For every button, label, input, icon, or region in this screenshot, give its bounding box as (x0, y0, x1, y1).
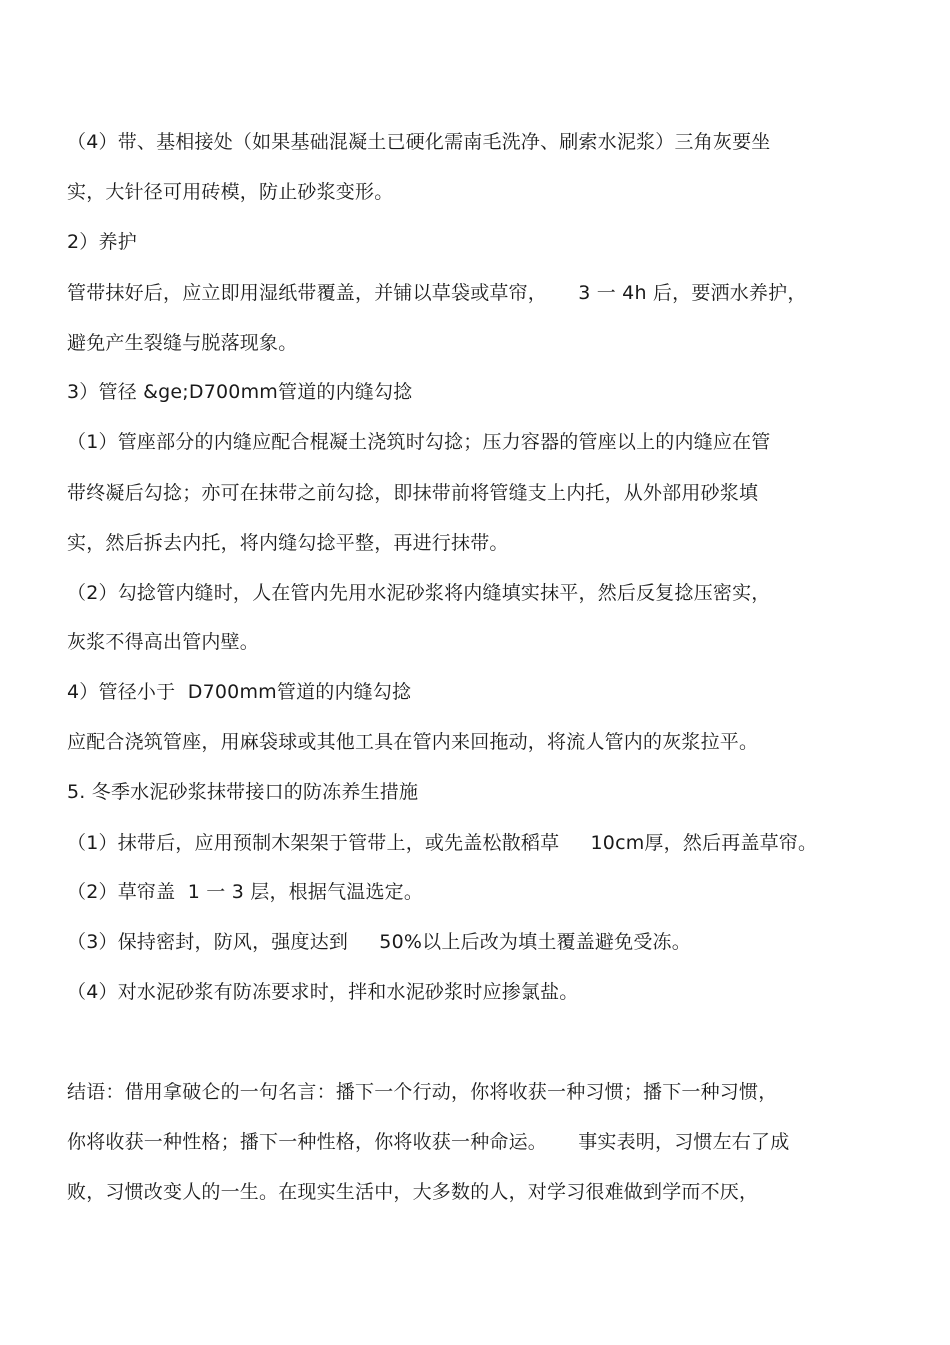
section-heading: 3）管径 &ge;D700mm管道的内缝勾捻 (67, 381, 413, 403)
section-heading: 2）养护 (67, 231, 137, 253)
paragraph-line: （2）草帘盖 1 一 3 层，根据气温选定。 (67, 881, 424, 903)
paragraph-line: （1）管座部分的内缝应配合棍凝土浇筑时勾捻；压力容器的管座以上的内缝应在管 (67, 431, 771, 453)
paragraph-line: 实，然后拆去内托，将内缝勾捻平整，再进行抹带。 (67, 532, 509, 554)
paragraph-line: （1）抹带后，应用预制木架架于管带上，或先盖松散稻草 10cm厚，然后再盖草帘。 (67, 832, 818, 854)
paragraph-line: 带终凝后勾捻；亦可在抹带之前勾捻，即抹带前将管缝支上内托，从外部用砂浆填 (67, 482, 759, 504)
conclusion-line: 结语：借用拿破仑的一句名言：播下一个行动，你将收获一种习惯；播下一种习惯， (67, 1081, 778, 1103)
paragraph-line: （2）勾捻管内缝时，人在管内先用水泥砂浆将内缝填实抹平，然后反复捻压密实， (67, 582, 771, 604)
paragraph-line: 实，大针径可用砖模，防止砂浆变形。 (67, 181, 394, 203)
paragraph-line: 应配合浇筑管座，用麻袋球或其他工具在管内来回拖动，将流人管内的灰浆拉平。 (67, 731, 759, 753)
paragraph-line: 避免产生裂缝与脱落现象。 (67, 332, 298, 354)
conclusion-line: 你将收获一种性格；播下一种性格，你将收获一种命运。 事实表明，习惯左右了成 (67, 1131, 790, 1153)
paragraph-line: （3）保持密封，防风，强度达到 50%以上后改为填土覆盖避免受冻。 (67, 931, 691, 953)
section-heading: 4）管径小于 D700mm管道的内缝勾捻 (67, 681, 412, 703)
paragraph-line: 灰浆不得高出管内壁。 (67, 631, 260, 653)
paragraph-line: （4）对水泥砂浆有防冻要求时，拌和水泥砂浆时应掺氯盐。 (67, 981, 579, 1003)
section-heading: 5. 冬季水泥砂浆抹带接口的防冻养生措施 (67, 781, 419, 803)
conclusion-line: 败，习惯改变人的一生。在现实生活中，大多数的人，对学习很难做到学而不厌， (67, 1181, 759, 1203)
paragraph-line: （4）带、基相接处（如果基础混凝土已硬化需南毛洗净、刷索水泥浆）三角灰要坐 (67, 131, 771, 153)
paragraph-line: 管带抹好后，应立即用湿纸带覆盖，并铺以草袋或草帘， 3 一 4h 后，要洒水养护， (67, 282, 807, 304)
